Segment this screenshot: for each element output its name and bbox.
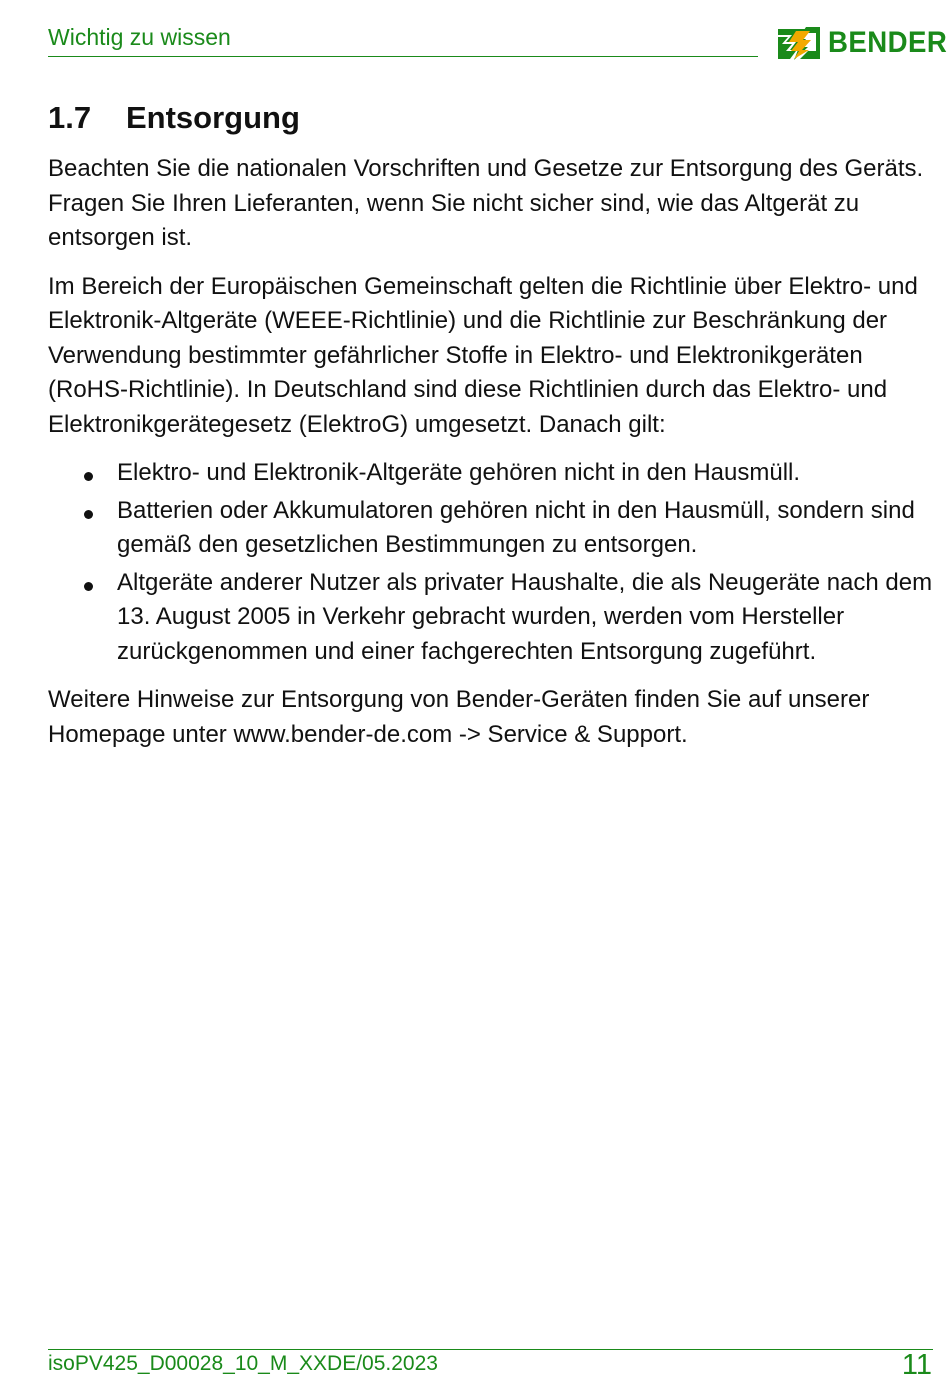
bullet-icon <box>84 582 93 591</box>
page-number: 11 <box>901 1349 932 1381</box>
bender-logo <box>776 24 950 62</box>
footer-document-id: isoPV425_D00028_10_M_XXDE/05.2023 <box>48 1352 438 1375</box>
section-number: 1.7 <box>48 100 92 135</box>
list-item <box>117 566 933 670</box>
paragraph-intro: Beachten Sie die nationalen Vorschriften und Gesetze zur Entsorgung des Geräts. Fragen Sie Ihren Lieferanten, wenn Sie nicht sicher sind, wie das Altgerät zu entsorgen ist. <box>48 155 924 251</box>
disposal-rules-list <box>48 456 933 669</box>
list-item-text: Batterien oder Akkumulatoren gehören nicht in den Hausmüll, sondern sind gemäß den gesetzlichen Bestimmungen zu entsorgen. <box>117 496 915 558</box>
header-divider <box>48 56 758 57</box>
bullet-icon <box>84 510 93 519</box>
bullet-icon <box>84 472 93 481</box>
paragraph-eu-directives: Im Bereich der Europäischen Gemeinschaft gelten die Richtlinie über Elektro- und Elektronik-Altgeräte (WEEE-Richtlinie) und die Richtlinie zur Beschränkung der Verwendung bestimmter gefährlicher Stoffe in Elektro- und Elektronikgeräten (RoHS-Richtlinie). In Deutschland sind diese Richtlinien durch das Elektro- und Elektronikgerätegesetz (ElektroG) umgesetzt. Danach gilt: <box>48 272 918 438</box>
bender-logo-icon <box>776 25 822 61</box>
list-item <box>117 494 933 563</box>
footer-divider <box>48 1349 933 1350</box>
list-item <box>117 456 933 491</box>
list-item-text: Elektro- und Elektronik-Altgeräte gehören nicht in den Hausmüll. <box>117 459 801 486</box>
section-heading <box>48 100 300 136</box>
paragraph-further-info: Weitere Hinweise zur Entsorgung von Bender-Geräten finden Sie auf unserer Homepage unter www.bender-de.com -> Service & Support. <box>48 686 870 748</box>
main-content <box>48 152 933 766</box>
list-item-text: Altgeräte anderer Nutzer als privater Haushalte, die als Neugeräte nach dem 13. August 2005 in Verkehr gebracht wurden, werden vom Hersteller zurückgenommen und einer fachgerechten Entsorgung zugeführt. <box>117 568 933 665</box>
header-title: Wichtig zu wissen <box>48 24 231 50</box>
bender-logo-text: BENDER <box>828 26 948 59</box>
section-title: Entsorgung <box>126 100 300 135</box>
